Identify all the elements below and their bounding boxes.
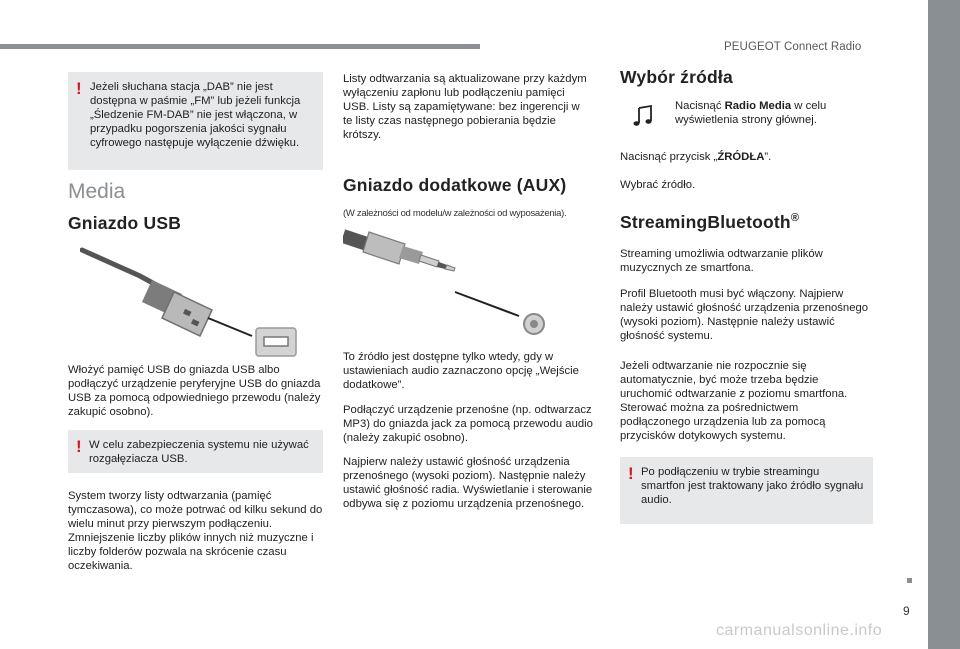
continue-marker	[907, 578, 912, 583]
press-prefix: Nacisnąć	[675, 100, 725, 112]
warning-icon: !	[628, 464, 634, 483]
playlist-update-text: Listy odtwarzania są aktualizowane przy każdym wyłączeniu zapłonu lub podłączeniu pamięci USB. Listy są zapamiętywane: bez ingerencji w te listy czas następnego pobierania będzie krótszy.	[343, 73, 587, 141]
warning-usb-box	[68, 430, 323, 473]
source-heading: Wybór źródła	[620, 67, 733, 87]
warning-bt-box	[620, 457, 873, 524]
music-note-icon	[632, 104, 656, 128]
usb-text: Włożyć pamięć USB do gniazda USB albo podłączyć urządzenie peryferyjne USB do gniazda USB za pomocą odpowiedniego przewodu (należy zakupić osobno).	[68, 364, 321, 418]
page-sidebar	[928, 0, 960, 649]
aux-text-1: To źródło jest dostępne tylko wtedy, gdy w ustawieniach audio zaznaczono opcję „Wejście dodatkowe”.	[343, 351, 579, 391]
usb-heading: Gniazdo USB	[68, 213, 182, 233]
warning-icon: !	[76, 79, 82, 98]
page-number: 9	[903, 604, 910, 618]
source-btn-label: ŹRÓDŁA	[717, 151, 765, 163]
choose-source-text: Wybrać źródło.	[620, 179, 696, 191]
warning-icon: !	[76, 437, 82, 456]
bt-text-2: Profil Bluetooth musi być włączony. Najpierw należy ustawić głośność urządzenia przenośnego (wysoki poziom). Następnie należy ustawić głośność systemu.	[620, 288, 869, 342]
bt-text-3: Jeżeli odtwarzanie nie rozpocznie się automatycznie, być może trzeba będzie uruchomić odtwarzanie z poziomu smartfona. Sterować można za pośrednictwem podłączonego urządzenia lub za pomocą przycisków dotykowych systemu.	[620, 360, 848, 442]
bt-text-1: Streaming umożliwia odtwarzanie plików muzycznych ze smartfona.	[620, 248, 823, 274]
watermark: carmanualsonline.info	[716, 622, 883, 639]
aux-heading: Gniazdo dodatkowe (AUX)	[343, 175, 567, 195]
source-button-text	[620, 150, 870, 164]
registered-mark: ®	[790, 212, 800, 225]
source-btn-prefix: Nacisnąć przycisk „	[620, 151, 718, 163]
aux-note: (W zależności od modelu/w zależności od wyposażenia).	[343, 208, 567, 219]
aux-text-3: Najpierw należy ustawić głośność urządzenia przenośnego (wysoki poziom). Następnie należy ustawić głośność radia. Wyświetlanie i sterowanie odbywa się z poziomu urządzenia przenośnego.	[343, 456, 593, 510]
header-bar	[0, 44, 480, 49]
bt-heading-text: StreamingBluetooth	[620, 212, 791, 232]
media-heading: Media	[68, 180, 126, 203]
warning-bt-text: Po podłączeniu w trybie streamingu smartfon jest traktowany jako źródło sygnału audio.	[641, 466, 864, 506]
radio-media-label: Radio Media	[724, 100, 792, 112]
aux-jack-illustration	[343, 228, 553, 338]
press-radio-media-text	[675, 99, 850, 127]
warning-dab-text: Jeżeli słuchana stacja „DAB” nie jest dostępna w paśmie „FM” lub jeżeli funkcja „Śledzenie FM-DAB” nie jest włączona, w przypadku pogorszenia jakości sygnału cyfrowego następuje wyłączenie dźwięku.	[90, 81, 301, 149]
aux-text-2: Podłączyć urządzenie przenośne (np. odtwarzacz MP3) do gniazda jack za pomocą przewodu audio (należy zakupić osobno).	[343, 404, 593, 444]
source-btn-suffix: ”.	[764, 151, 772, 163]
warning-usb-text: W celu zabezpieczenia systemu nie używać rozgałęziacza USB.	[89, 439, 309, 465]
bt-heading	[620, 212, 799, 233]
playlist-text: System tworzy listy odtwarzania (pamięć tymczasowa), co może potrwać od kilku sekund do wielu minut przy pierwszym podłączeniu. Zmniejszenie liczby plików innych niż muzyczne i liczby folderów pozwala na skrócenie czasu oczekiwania.	[68, 490, 323, 572]
press-suffix: w celu wyświetlenia strony głównej.	[675, 100, 827, 126]
warning-dab-box	[68, 72, 323, 170]
usb-plug-illustration	[80, 240, 320, 360]
header-title: PEUGEOT Connect Radio	[724, 41, 862, 53]
